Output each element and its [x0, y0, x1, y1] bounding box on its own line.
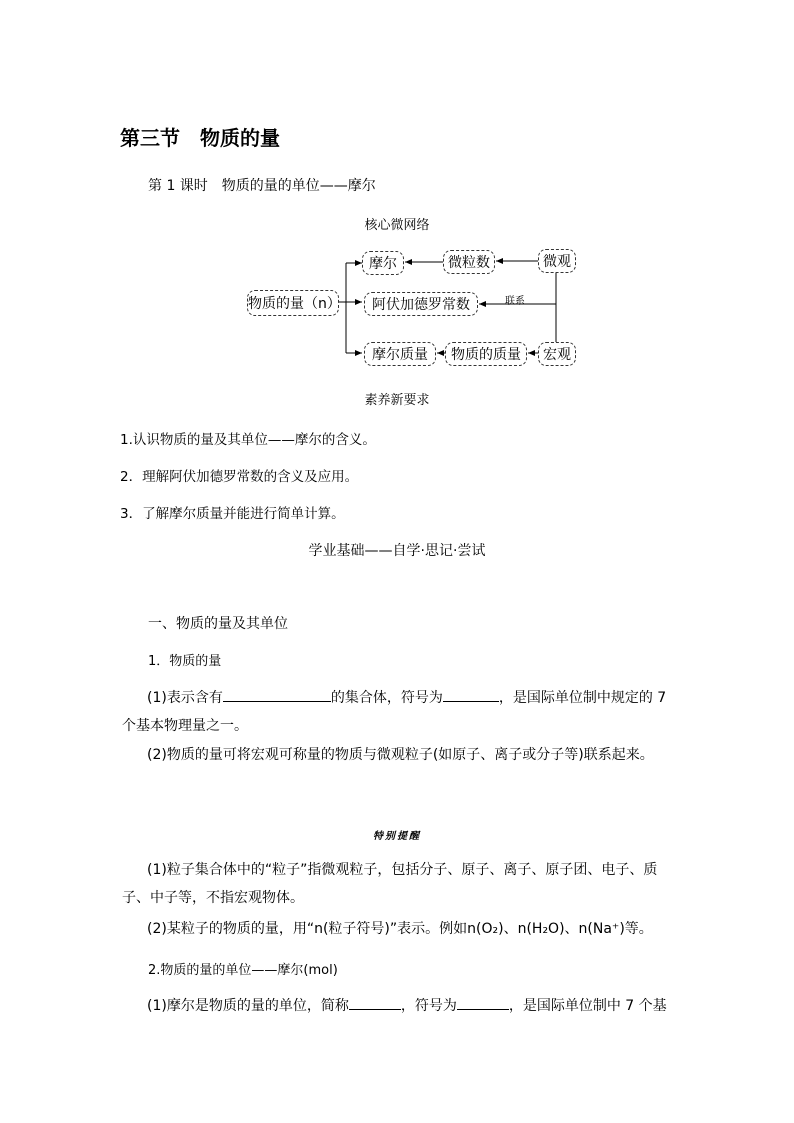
- diagram-connectors: [0, 0, 794, 380]
- foundation-heading: 学业基础——自学·思记·尝试: [308, 543, 486, 559]
- fill-blank[interactable]: [443, 687, 499, 702]
- fill-blank[interactable]: [457, 995, 509, 1010]
- fill-blank[interactable]: [349, 995, 401, 1010]
- node-amount-of-substance: 物质的量（n）: [247, 290, 339, 316]
- node-particle-count: 微粒数: [443, 250, 495, 274]
- tip-paragraph: (1)粒子集合体中的“粒子”指微观粒子，包括分子、原子、离子、原子团、电子、质子、中子等，不指宏观物体。: [122, 862, 658, 906]
- node-mole: 摩尔: [362, 251, 404, 275]
- requirements-heading: 素养新要求: [364, 393, 430, 408]
- requirement-item: 1.认识物质的量及其单位——摩尔的含义。: [120, 432, 376, 448]
- tip-heading: 特别提醒: [373, 831, 421, 842]
- node-substance-mass: 物质的质量: [445, 342, 527, 366]
- subsection-heading: 1．物质的量: [148, 654, 222, 669]
- tip-paragraph: (2)某粒子的物质的量，用“n(粒子符号)”表示。例如n(O₂)、n(H₂O)、n(Na⁺)等。: [147, 921, 653, 937]
- subsection-heading: 2.物质的量的单位——摩尔(mol): [148, 963, 338, 978]
- fill-blank[interactable]: [223, 687, 331, 702]
- node-micro: 微观: [538, 249, 576, 273]
- node-macro: 宏观: [538, 342, 576, 366]
- page-title: 第三节 物质的量: [120, 126, 280, 150]
- lesson-subtitle: 第 1 课时 物质的量的单位——摩尔: [148, 178, 376, 194]
- node-avogadro-constant: 阿伏加德罗常数: [364, 292, 478, 316]
- paragraph-definition: (1)表示含有 的集合体，符号为 ，是国际单位制中规定的 7 个基本物理量之一。: [122, 684, 678, 740]
- paragraph-mole-unit: (1)摩尔是物质的量的单位，简称 ，符号为 ，是国际单位制中 7 个基: [122, 992, 678, 1020]
- requirement-item: 2．理解阿伏加德罗常数的含义及应用。: [120, 469, 359, 485]
- concept-diagram: [0, 0, 794, 380]
- section-heading: 一、物质的量及其单位: [148, 616, 288, 632]
- link-label: 联系: [505, 296, 525, 307]
- paragraph-link: (2)物质的量可将宏观可称量的物质与微观粒子(如原子、离子或分子等)联系起来。: [147, 747, 654, 763]
- node-molar-mass: 摩尔质量: [364, 342, 436, 366]
- requirement-item: 3．了解摩尔质量并能进行简单计算。: [120, 506, 345, 522]
- network-heading: 核心微网络: [364, 218, 430, 233]
